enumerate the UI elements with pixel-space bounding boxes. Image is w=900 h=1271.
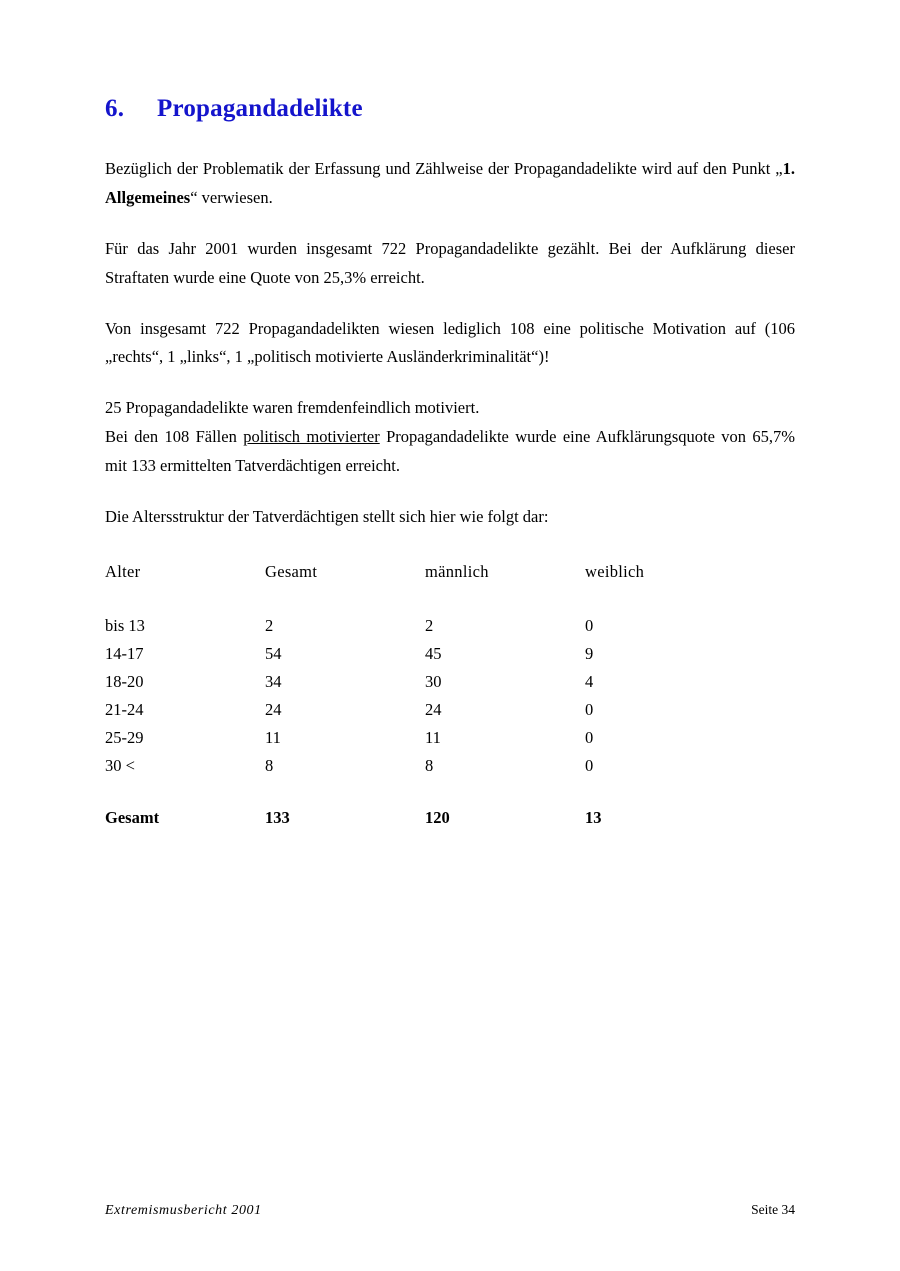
paragraph-4: 25 Propagandadelikte waren fremdenfeindlich motiviert. — [105, 398, 480, 418]
table-cell-total-sum: 133 — [265, 807, 290, 827]
table-cell-male: 11 — [425, 727, 441, 747]
table-cell-total: 34 — [265, 671, 282, 691]
table-cell-total: 11 — [265, 727, 281, 747]
table-header-row — [105, 562, 765, 612]
table-cell-male: 2 — [425, 615, 434, 635]
table-cell-female: 0 — [585, 727, 594, 747]
table-cell-age: 18-20 — [105, 671, 144, 691]
paragraph-5-text-a: Bei den 108 Fällen — [105, 427, 244, 447]
table-cell-age: 25-29 — [105, 727, 144, 747]
table-cell-total-female: 13 — [585, 807, 602, 827]
table-cell-total: 54 — [265, 643, 282, 663]
paragraph-1-text-b: “ verwiesen. — [190, 187, 273, 207]
table-header-weiblich: weiblich — [585, 561, 645, 581]
table-cell-total: 2 — [265, 615, 274, 635]
table-row — [105, 640, 765, 668]
table-cell-total: 24 — [265, 699, 282, 719]
table-cell-male: 24 — [425, 699, 442, 719]
table-cell-age: 14-17 — [105, 643, 144, 663]
page-footer — [105, 1202, 795, 1219]
table-row — [105, 612, 765, 640]
footer-page-number: Seite 34 — [751, 1202, 795, 1217]
table-cell-female: 0 — [585, 699, 594, 719]
table-cell-male: 45 — [425, 643, 442, 663]
table-cell-female: 0 — [585, 755, 594, 775]
table-cell-female: 0 — [585, 615, 594, 635]
paragraph-1-text-a: Bezüglich der Problematik der Erfassung und Zählweise der Propagandadelikte wird auf den Punkt „ — [105, 159, 783, 178]
table-cell-total-label: Gesamt — [105, 807, 160, 827]
table-cell-total: 8 — [265, 755, 274, 775]
page-title — [105, 95, 795, 123]
table-row — [105, 724, 765, 752]
document-content — [105, 95, 795, 832]
table-row — [105, 668, 765, 696]
table-cell-age: 30 < — [105, 755, 135, 775]
section-number: 6. — [105, 95, 125, 122]
paragraph-5 — [105, 423, 795, 481]
paragraph-5-text-b: Propagandadelikte wurde eine Aufklärungsquote von 65,7% mit 133 ermittelten Tatverdächtigen erreicht. — [105, 427, 796, 475]
age-structure-table — [105, 562, 765, 832]
paragraph-6: Die Altersstruktur der Tatverdächtigen stellt sich hier wie folgt dar: — [105, 506, 549, 526]
paragraph-1 — [105, 155, 795, 213]
paragraph-5-underlined: politisch motivierter — [243, 427, 380, 447]
table-cell-female: 4 — [585, 671, 594, 691]
table-total-row — [105, 780, 765, 832]
table-cell-male: 8 — [425, 755, 434, 775]
paragraph-3: Von insgesamt 722 Propagandadelikten wiesen lediglich 108 eine politische Motivation auf (106 „rechts“, 1 „links“, 1 „politisch motivierte Ausländerkriminalität“)! — [105, 318, 795, 367]
table-row — [105, 696, 765, 724]
table-header-maennlich: männlich — [425, 561, 489, 581]
footer-document-title: Extremismusbericht 2001 — [105, 1203, 262, 1218]
paragraph-1-bold: 1. Allgemeines — [105, 159, 795, 207]
table-cell-age: bis 13 — [105, 615, 145, 635]
table-cell-female: 9 — [585, 643, 594, 663]
section-title-text: Propagandadelikte — [157, 95, 363, 122]
table-cell-total-male: 120 — [425, 807, 450, 827]
table-header-alter: Alter — [105, 561, 141, 581]
table-row — [105, 752, 765, 780]
table-header-gesamt: Gesamt — [265, 561, 318, 581]
paragraph-2: Für das Jahr 2001 wurden insgesamt 722 Propagandadelikte gezählt. Bei der Aufklärung dieser Straftaten wurde eine Quote von 25,3% erreicht. — [105, 238, 795, 287]
table-cell-age: 21-24 — [105, 699, 144, 719]
table-cell-male: 30 — [425, 671, 442, 691]
